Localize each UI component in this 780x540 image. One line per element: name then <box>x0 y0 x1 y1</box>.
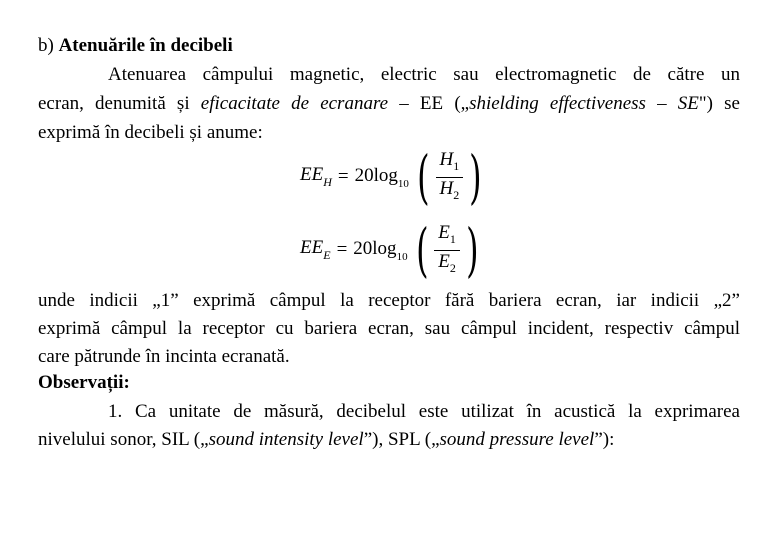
eq1-denominator: $H_2$ <box>439 177 460 202</box>
obs-text: ”): <box>594 429 615 450</box>
section-heading-title: Atenuările în decibeli <box>58 35 233 56</box>
obs-term-italic: sound intensity level <box>208 429 364 450</box>
equation-ee-h <box>300 143 487 211</box>
eq1-lhs: $EE_H$ <box>300 164 332 189</box>
eq1-numerator: $H_1$ <box>436 149 464 178</box>
para1-text: ") se <box>698 93 740 114</box>
eq2-equals: = <box>336 239 348 260</box>
para1-english-term: shielding effectiveness – SE <box>469 93 699 114</box>
para2-line1: unde indicii „1” exprimă câmpul la receptor fără bariera ecran, iar indicii „2” <box>38 290 740 311</box>
obs-text: ”), SPL („ <box>363 429 440 450</box>
eq1-log: $20\log_{10}$ <box>354 164 409 190</box>
obs-text: nivelului sonor, SIL („ <box>38 429 209 450</box>
observation-item1-line2 <box>38 428 740 452</box>
para1-text: ecran, denumită și <box>38 93 201 114</box>
obs-term-italic: sound pressure level <box>439 429 595 450</box>
para1-line3: exprimă în decibeli și anume: <box>38 122 263 143</box>
left-paren: ( <box>416 143 430 211</box>
right-paren: ) <box>465 216 479 284</box>
para1-line1: Atenuarea câmpului magnetic, electric sau electromagnetic de către un <box>108 64 740 85</box>
eq1-parenthesized-fraction <box>412 143 487 211</box>
equation-ee-e <box>300 216 483 284</box>
eq2-denominator: $E_2$ <box>438 250 456 275</box>
para2-line3: care pătrunde în incinta ecranată. <box>38 346 290 367</box>
section-heading-prefix: b) <box>38 35 59 56</box>
eq2-numerator: $E_1$ <box>434 222 460 251</box>
eq2-parenthesized-fraction <box>411 216 484 284</box>
eq2-lhs: $EE_E$ <box>300 237 331 262</box>
right-paren: ) <box>469 143 482 211</box>
left-paren: ( <box>415 216 429 284</box>
eq1-equals: = <box>337 166 349 187</box>
para1-text: – EE („ <box>388 93 470 114</box>
eq2-log: $20\log_{10}$ <box>353 237 408 263</box>
observations-heading: Observații: <box>38 372 130 393</box>
eq1-fraction <box>436 149 464 206</box>
eq2-fraction <box>434 222 460 279</box>
para1-term-italic: eficacitate de ecranare <box>200 93 389 114</box>
para2-line2: exprimă câmpul la receptor cu bariera ecran, sau câmpul incident, respectiv câmpul <box>38 318 740 339</box>
section-heading <box>38 34 740 58</box>
observation-item1-line1: 1. Ca unitate de măsură, decibelul este utilizat în acustică la exprimarea <box>108 401 740 422</box>
para1-line2 <box>38 92 740 116</box>
